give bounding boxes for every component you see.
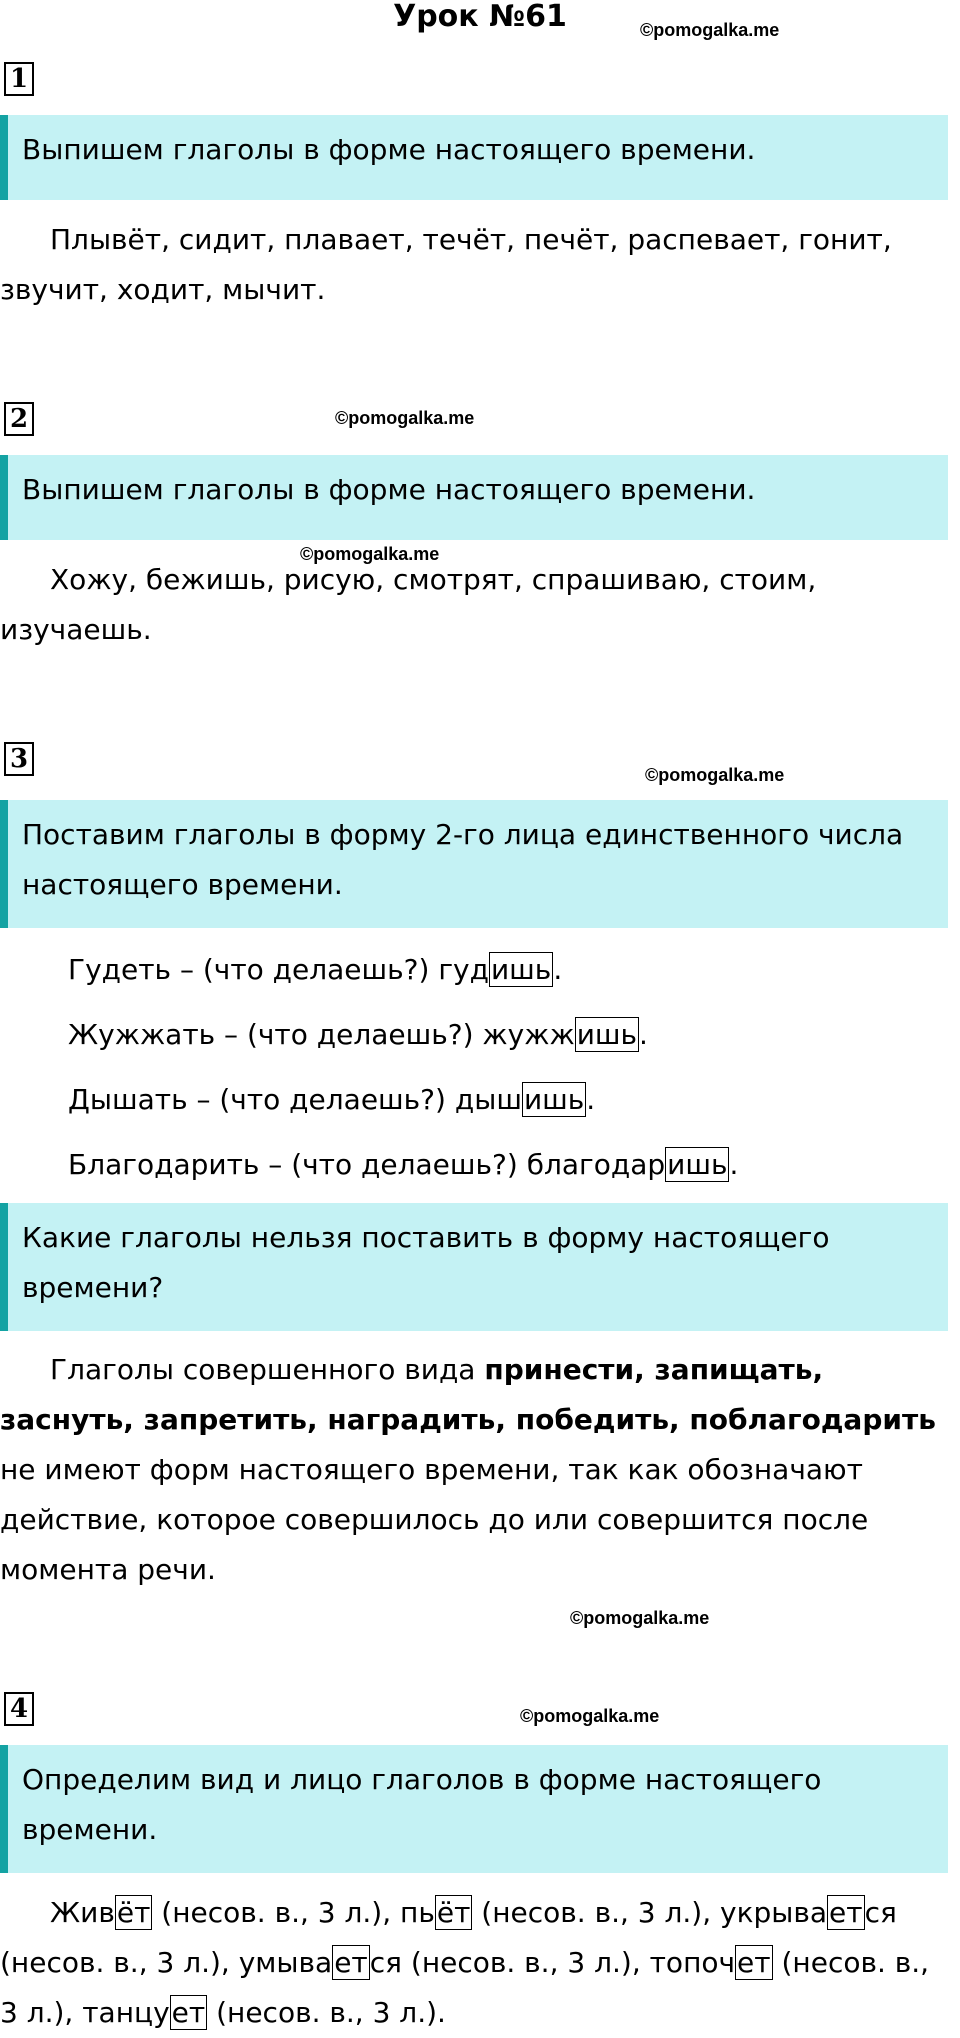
answer-text: Плывёт, сидит, плавает, течёт, печёт, распевает, гонит, звучит, ходит, мычит.: [0, 223, 892, 306]
watermark: ©pomogalka.me: [645, 765, 785, 785]
watermark: ©pomogalka.me: [335, 408, 475, 428]
page-title: Урок №61: [393, 0, 567, 34]
ending-box: ет: [171, 1996, 206, 2029]
ending-box: ёт: [436, 1896, 471, 1929]
section-number: 1: [4, 62, 34, 96]
task-box: Поставим глаголы в форму 2-го лица единственного числа настоящего времени.: [0, 800, 948, 928]
conjugation-line: Жужжать – (что делаешь?) жужжишь.: [68, 1018, 648, 1051]
ending-box: ет: [334, 1946, 368, 1979]
answer-text: Глаголы совершенного вида принести, запищать, заснуть, запретить, наградить, победить, поблагодарить не имеют форм настоящего времени, так как обозначают действие, которое совершилось до или совершится после момента речи.: [0, 1353, 936, 1586]
conjugation-line: Гудеть – (что делаешь?) гудишь.: [68, 953, 563, 986]
ending-box: ет: [737, 1946, 771, 1979]
conjugation-line: Благодарить – (что делаешь?) благодаришь.: [68, 1148, 739, 1181]
task-box: Выпишем глаголы в форме настоящего времени.: [0, 115, 948, 200]
ending-box: ишь: [490, 953, 552, 986]
ending-box: ишь: [667, 1148, 728, 1181]
section-number: 2: [4, 402, 34, 436]
answer-text: Хожу, бежишь, рисую, смотрят, спрашиваю, стоим, изучаешь.: [0, 563, 817, 646]
ending-box: ишь: [576, 1018, 638, 1051]
task-box: Определим вид и лицо глаголов в форме настоящего времени.: [0, 1745, 948, 1873]
watermark: ©pomogalka.me: [570, 1608, 710, 1628]
watermark: ©pomogalka.me: [520, 1706, 660, 1726]
task-box: Выпишем глаголы в форме настоящего времени.: [0, 455, 948, 540]
section-number: 3: [4, 742, 34, 776]
task-box: Какие глаголы нельзя поставить в форму настоящего времени?: [0, 1203, 948, 1331]
ending-box: ет: [829, 1896, 863, 1929]
watermark: ©pomogalka.me: [300, 544, 440, 564]
ending-box: ёт: [116, 1896, 151, 1929]
answer-text: Живёт (несов. в., 3 л.), пьёт (несов. в., 3 л.), укрывается (несов. в., 3 л.), умывается (несов. в., 3 л.), топочет (несов. в., 3 л.), танцует (несов. в., 3 л.).: [0, 1896, 930, 2029]
ending-box: ишь: [523, 1083, 585, 1116]
section-number: 4: [4, 1692, 34, 1726]
conjugation-line: Дышать – (что делаешь?) дышишь.: [68, 1083, 596, 1116]
watermark: ©pomogalka.me: [640, 20, 780, 40]
